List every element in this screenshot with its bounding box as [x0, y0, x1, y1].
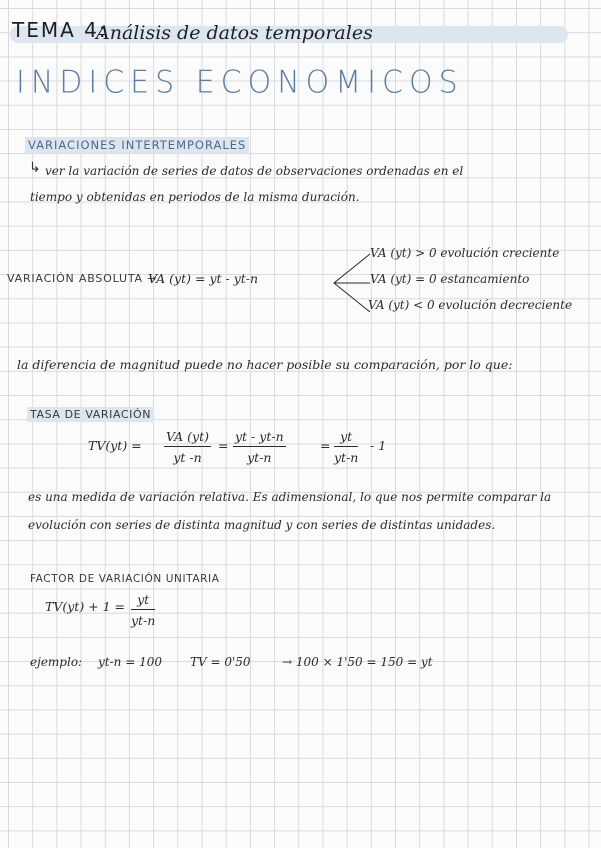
variacion-absoluta-formula: VA (yt) = yt - yt-n	[148, 271, 259, 286]
tasa-lhs: TV(yt) =	[88, 438, 142, 453]
case-zero: VA (yt) = 0 estancamiento	[370, 272, 530, 286]
medida-line-1: es una medida de variación relativa. Es adimensional, lo que nos permite comparar la	[28, 490, 552, 504]
medida-line-2: evolución con series de distinta magnitud y con series de distintas unidades.	[28, 518, 496, 532]
equals-sign: =	[218, 438, 229, 453]
fraction-numerator: VA (yt)	[164, 429, 211, 447]
arrow-icon: ↳	[29, 160, 41, 176]
fraction-denominator: yt -n	[173, 450, 202, 465]
fraction-numerator: yt	[334, 429, 358, 447]
definition-line-2: tiempo y obtenidas en periodos de la misma duración.	[30, 190, 360, 204]
tasa-fraction-2	[233, 429, 286, 465]
tasa-tail: - 1	[370, 438, 387, 453]
tasa-fraction-1	[164, 429, 211, 465]
main-title: INDICES ECONOMICOS	[16, 64, 464, 101]
section-heading-tasa: TASA DE VARIACIÓN	[27, 407, 154, 422]
diferencia-text: la diferencia de magnitud puede no hacer posible su comparación, por lo que:	[17, 357, 513, 372]
fraction-denominator: yt-n	[131, 613, 156, 628]
section-heading-factor: FACTOR DE VARIACIÓN UNITARIA	[30, 573, 220, 585]
variacion-absoluta-label: VARIACIÓN ABSOLUTA →	[7, 272, 158, 285]
tasa-fraction-3	[334, 429, 358, 465]
definition-line-1: ver la variación de series de datos de observaciones ordenadas en el	[45, 164, 464, 178]
ejemplo-calc: → 100 × 1'50 = 150 = yt	[282, 655, 433, 669]
fraction-numerator: yt	[131, 592, 155, 610]
fraction-denominator: yt-n	[334, 450, 359, 465]
ejemplo-tv: TV = 0'50	[190, 655, 251, 669]
topic-number: TEMA 4:	[12, 18, 108, 42]
case-negative: VA (yt) < 0 evolución decreciente	[368, 298, 573, 312]
ejemplo-given: yt-n = 100	[98, 655, 162, 669]
section-heading-variaciones: VARIACIONES INTERTEMPORALES	[25, 137, 249, 153]
equals-sign: =	[320, 438, 331, 453]
ejemplo-label: ejemplo:	[30, 655, 83, 669]
factor-lhs: TV(yt) + 1 =	[45, 599, 126, 614]
factor-fraction	[131, 592, 155, 628]
case-positive: VA (yt) > 0 evolución creciente	[370, 246, 560, 260]
fraction-numerator: yt - yt-n	[233, 429, 286, 447]
topic-title: Análisis de datos temporales	[96, 22, 373, 44]
fraction-denominator: yt-n	[247, 450, 272, 465]
